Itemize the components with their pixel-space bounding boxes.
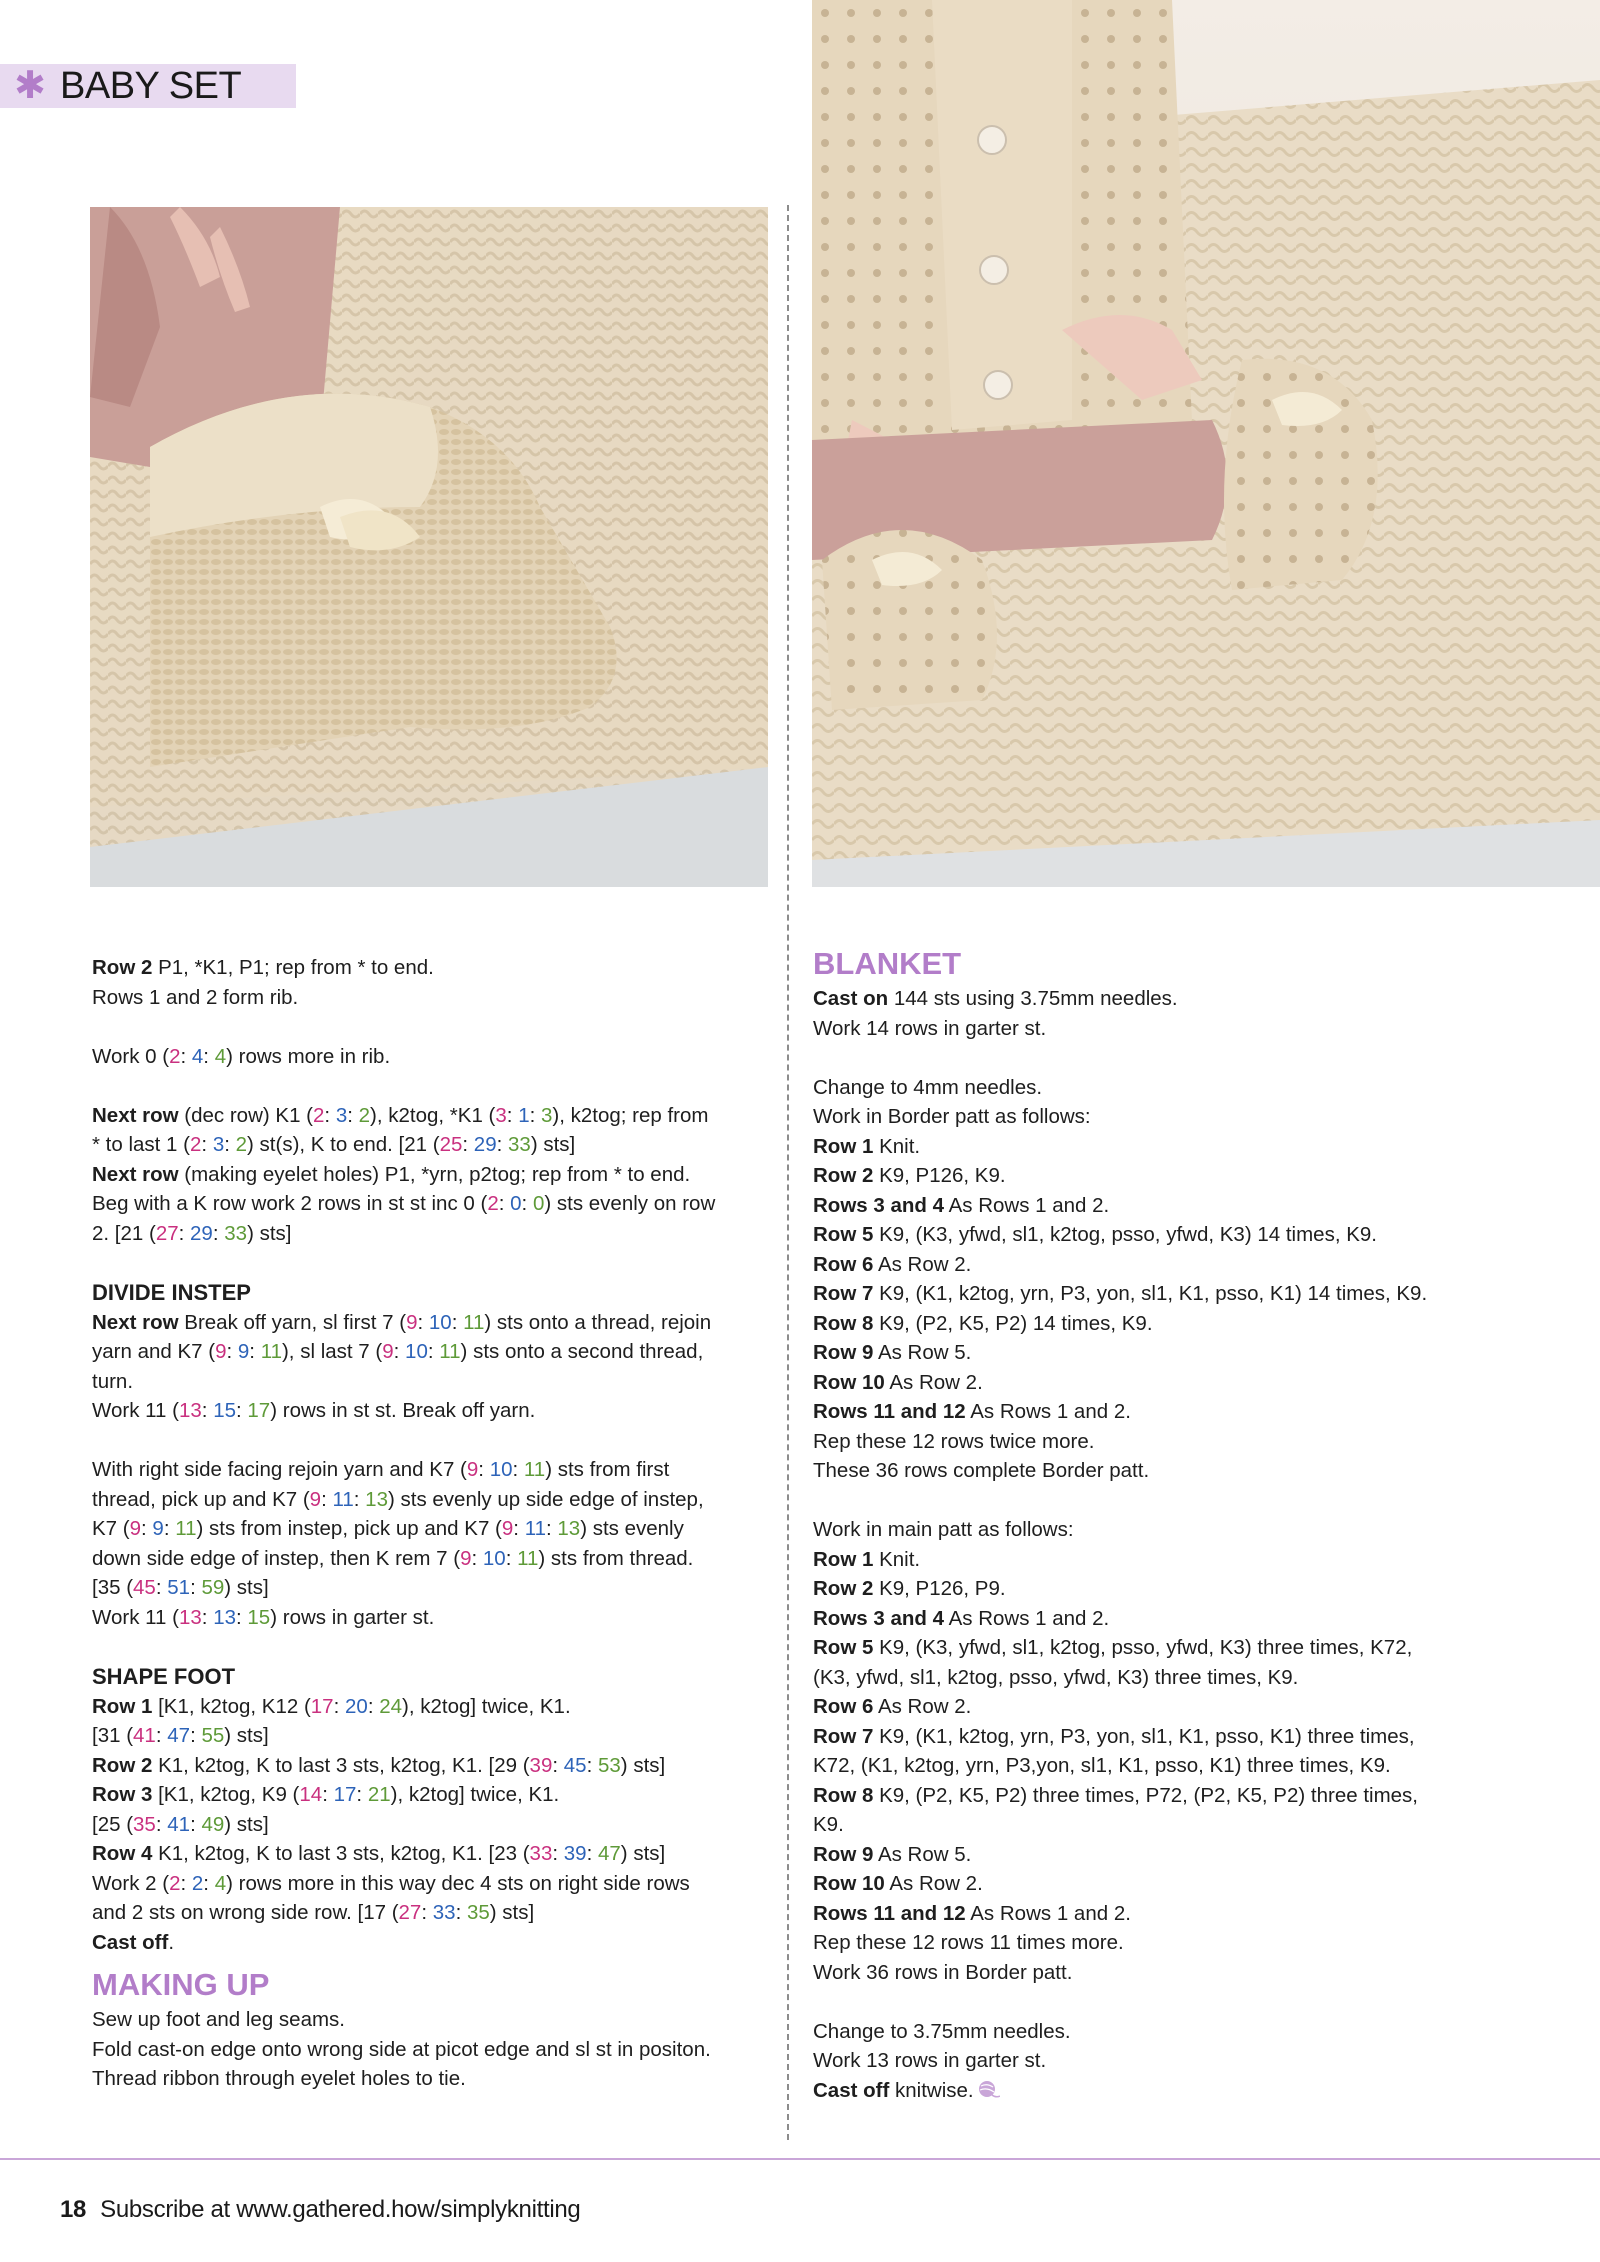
pattern-line: Row 2 K9, P126, P9. <box>813 1577 1006 1600</box>
page-number: 18 <box>60 2196 87 2223</box>
pattern-line: Row 5 K9, (K3, yfwd, sl1, k2tog, psso, yfwd, K3) 14 times, K9. <box>813 1223 1377 1246</box>
pattern-line: Rows 3 and 4 As Rows 1 and 2. <box>813 1606 1110 1630</box>
right-column-text <box>813 944 1493 2105</box>
divide-instep-heading: DIVIDE INSTEP <box>92 1279 251 1305</box>
column-divider <box>787 205 789 2140</box>
pattern-line: Change to 3.75mm needles. <box>813 2019 1071 2043</box>
pattern-line: Row 10 As Row 2. <box>813 1872 983 1895</box>
pattern-line: Row 1 [K1, k2tog, K12 (17: 20: 24), k2tog] twice, K1. <box>92 1694 571 1718</box>
making-up-heading: MAKING UP <box>92 1967 270 2002</box>
pattern-line: Row 6 As Row 2. <box>813 1252 972 1276</box>
pattern-line: turn. <box>92 1369 134 1393</box>
bootee-closeup-photo <box>90 207 768 887</box>
pattern-line: Work in Border patt as follows: <box>813 1105 1091 1128</box>
pattern-line: down side edge of instep, then K rem 7 (9: 10: 11) sts from thread. <box>92 1546 694 1570</box>
pattern-line: Row 7 K9, (K1, k2tog, yrn, P3, yon, sl1, K1, psso, K1) three times, <box>813 1724 1415 1748</box>
pattern-line: Row 2 P1, *K1, P1; rep from * to end. <box>92 956 434 979</box>
pattern-line: K7 (9: 9: 11) sts from instep, pick up and K7 (9: 11: 13) sts evenly <box>92 1517 684 1540</box>
pattern-line: Row 10 As Row 2. <box>813 1370 983 1394</box>
pattern-line: Work 11 (13: 13: 15) rows in garter st. <box>92 1605 435 1629</box>
pattern-line: Cast off. <box>92 1930 175 1954</box>
pattern-line: Sew up foot and leg seams. <box>92 2008 345 2031</box>
pattern-line: Rep these 12 rows 11 times more. <box>813 1931 1124 1954</box>
pattern-line: Cast on 144 sts using 3.75mm needles. <box>813 987 1178 1010</box>
pattern-line: K72, (K1, k2tog, yrn, P3,yon, sl1, K1, psso, K1) three times, K9. <box>813 1754 1391 1777</box>
section-header <box>0 64 296 108</box>
pattern-line: Work 2 (2: 2: 4) rows more in this way dec 4 sts on right side rows <box>92 1871 690 1895</box>
pattern-line: Work in main patt as follows: <box>813 1518 1074 1541</box>
pattern-line: [35 (45: 51: 59) sts] <box>92 1576 269 1599</box>
yarn-ball-end-icon <box>978 2079 1000 2099</box>
subscribe-text: Subscribe at www.gathered.how/simplyknitting <box>100 2196 581 2223</box>
pattern-line: Row 6 As Row 2. <box>813 1695 972 1718</box>
page-footer <box>60 2196 580 2224</box>
asterisk-flower-icon: ✱ <box>14 65 46 107</box>
left-column-text <box>92 953 772 2094</box>
pattern-line: Next row Break off yarn, sl first 7 (9: 10: 11) sts onto a thread, rejoin <box>92 1310 712 1334</box>
footer-rule <box>0 2158 1600 2160</box>
pattern-line: Row 5 K9, (K3, yfwd, sl1, k2tog, psso, yfwd, K3) three times, K72, <box>813 1636 1413 1659</box>
pattern-line: Row 8 K9, (P2, K5, P2) three times, P72, (P2, K5, P2) three times, <box>813 1783 1418 1807</box>
pattern-line: (K3, yfwd, sl1, k2tog, psso, yfwd, K3) three times, K9. <box>813 1665 1299 1689</box>
pattern-line: and 2 sts on wrong side row. [17 (27: 33: 35) sts] <box>92 1901 535 1924</box>
section-title: BABY SET <box>60 64 242 107</box>
pattern-line: Row 2 K1, k2tog, K to last 3 sts, k2tog, K1. [29 (39: 45: 53) sts] <box>92 1753 666 1777</box>
pattern-line: Row 1 Knit. <box>813 1547 921 1571</box>
shape-foot-heading: SHAPE FOOT <box>92 1663 236 1689</box>
pattern-line: Beg with a K row work 2 rows in st st inc 0 (2: 0: 0) sts evenly on row <box>92 1192 716 1215</box>
pattern-line: Rows 1 and 2 form rib. <box>92 985 299 1009</box>
pattern-line: Work 0 (2: 4: 4) rows more in rib. <box>92 1044 391 1068</box>
pattern-line: Rep these 12 rows twice more. <box>813 1429 1095 1453</box>
pattern-line: * to last 1 (2: 3: 2) st(s), K to end. [21 (25: 29: 33) sts] <box>92 1133 576 1156</box>
pattern-line: Rows 11 and 12 As Rows 1 and 2. <box>813 1901 1131 1925</box>
pattern-line: [25 (35: 41: 49) sts] <box>92 1812 269 1836</box>
pattern-line: yarn and K7 (9: 9: 11), sl last 7 (9: 10: 11) sts onto a second thread, <box>92 1340 704 1363</box>
pattern-line: Row 9 As Row 5. <box>813 1842 972 1866</box>
pattern-line: Fold cast-on edge onto wrong side at picot edge and sl st in positon. <box>92 2037 711 2061</box>
pattern-line: Row 2 K9, P126, K9. <box>813 1164 1006 1187</box>
pattern-line: Row 7 K9, (K1, k2tog, yrn, P3, yon, sl1, K1, psso, K1) 14 times, K9. <box>813 1282 1428 1305</box>
pattern-line: Next row (making eyelet holes) P1, *yrn, p2tog; rep from * to end. <box>92 1162 691 1186</box>
pattern-line: Change to 4mm needles. <box>813 1075 1043 1099</box>
pattern-line: Rows 11 and 12 As Rows 1 and 2. <box>813 1400 1131 1423</box>
pattern-line: Row 3 [K1, k2tog, K9 (14: 17: 21), k2tog] twice, K1. <box>92 1783 560 1806</box>
pattern-line: Work 36 rows in Border patt. <box>813 1960 1073 1984</box>
pattern-line: Rows 3 and 4 As Rows 1 and 2. <box>813 1193 1110 1217</box>
pattern-line: 2. [21 (27: 29: 33) sts] <box>92 1221 292 1245</box>
pattern-line: K9. <box>813 1813 844 1836</box>
pattern-line: [31 (41: 47: 55) sts] <box>92 1724 269 1747</box>
pattern-line: thread, pick up and K7 (9: 11: 13) sts evenly up side edge of instep, <box>92 1487 704 1511</box>
pattern-line: Work 14 rows in garter st. <box>813 1016 1047 1040</box>
pattern-line: Row 4 K1, k2tog, K to last 3 sts, k2tog, K1. [23 (33: 39: 47) sts] <box>92 1842 666 1865</box>
pattern-line: Work 13 rows in garter st. <box>813 2049 1047 2072</box>
baby-set-photo <box>812 0 1600 887</box>
pattern-line: Cast off knitwise. <box>813 2076 1493 2106</box>
pattern-line: Work 11 (13: 15: 17) rows in st st. Break off yarn. <box>92 1399 536 1422</box>
pattern-line: Thread ribbon through eyelet holes to tie. <box>92 2067 466 2090</box>
pattern-line: Next row (dec row) K1 (2: 3: 2), k2tog, *K1 (3: 1: 3), k2tog; rep from <box>92 1103 709 1127</box>
pattern-line: With right side facing rejoin yarn and K7 (9: 10: 11) sts from first <box>92 1458 670 1481</box>
pattern-line: These 36 rows complete Border patt. <box>813 1459 1150 1482</box>
pattern-line: Row 1 Knit. <box>813 1134 921 1158</box>
pattern-line: Row 9 As Row 5. <box>813 1341 972 1364</box>
blanket-heading: BLANKET <box>813 946 962 981</box>
pattern-line: Row 8 K9, (P2, K5, P2) 14 times, K9. <box>813 1311 1153 1335</box>
